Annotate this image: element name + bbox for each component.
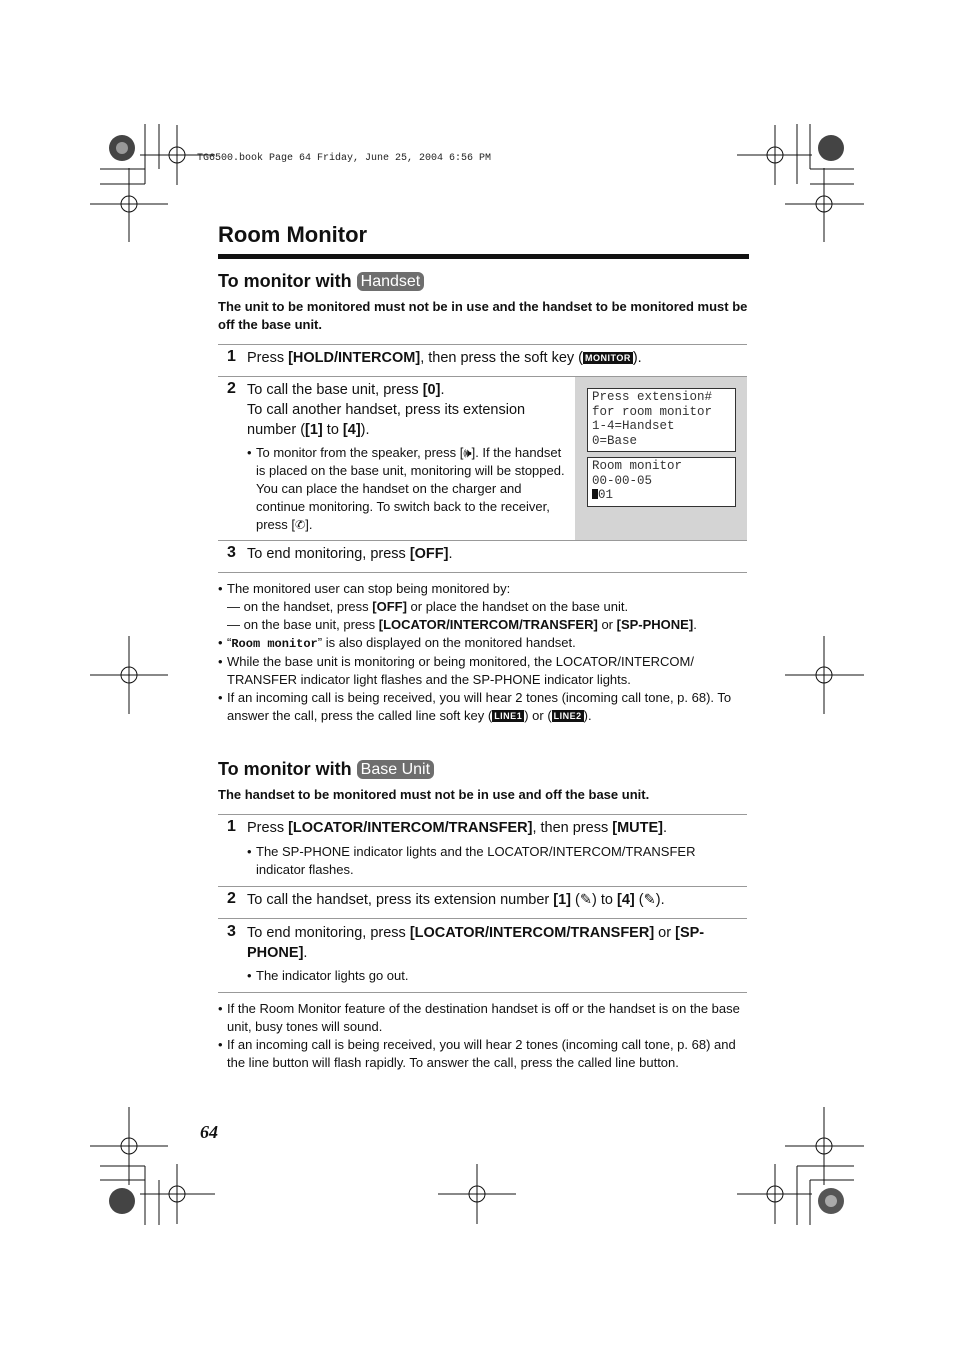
base-step-2: To call the handset, press its extension number [1] (✎) to [4] (✎).: [247, 892, 665, 908]
divider: [218, 344, 747, 345]
page-title: Room Monitor: [218, 222, 368, 247]
divider: [218, 918, 747, 919]
base-step-1: Press [LOCATOR/INTERCOM/TRANSFER], then press [MUTE].: [247, 820, 668, 836]
section-heading-base-unit: To monitor with Base Unit: [218, 759, 434, 780]
step-number: 1: [227, 818, 236, 835]
base-intro: The handset to be monitored must not be in use and off the base unit.: [218, 787, 650, 802]
divider: [218, 886, 747, 887]
handset-intro: The unit to be monitored must not be in use and the handset to be monitored must be off the base unit.: [218, 299, 748, 332]
page-number: 64: [200, 1122, 218, 1142]
handset-step-2-bullet: • To monitor from the speaker, press [🕪]. If the handset is placed on the base unit, monitoring will be stopped. You can place the handset on the charger and continue monitoring. To switch back to the receiver, press [✆].: [247, 445, 565, 532]
handset-badge: Handset: [357, 272, 425, 291]
handset-icon: ✎: [579, 892, 593, 908]
section-heading-handset: To monitor with Handset: [218, 271, 424, 292]
lcd-panel: [575, 377, 747, 540]
base-step-3-bullet: • The indicator lights go out.: [247, 968, 409, 983]
handset-step-3: To end monitoring, press [OFF].: [247, 546, 453, 562]
handset-step-1: Press [HOLD/INTERCOM], then press the soft key ( MONITOR ).: [247, 350, 642, 366]
base-unit-badge: Base Unit: [357, 760, 434, 779]
talk-icon: ✆: [295, 517, 306, 532]
divider: [218, 992, 747, 993]
base-step-3: To end monitoring, press [LOCATOR/INTERCOM/TRANSFER] or [SP-PHONE].: [247, 925, 705, 961]
line1-soft-key: LINE1: [494, 711, 523, 721]
base-notes: • If the Room Monitor feature of the destination handset is off or the handset is on the base unit, busy tones will sound. • If an incoming call is being received, you will hear 2 tones (incoming call tone, p. 68) and the line button will flash rapidly. To answer the call, press the called line button.: [218, 1000, 750, 1072]
handset-icon: ✎: [643, 892, 656, 908]
title-rule: [218, 254, 749, 259]
step-number: 3: [227, 923, 236, 940]
line2-soft-key: LINE2: [553, 711, 582, 721]
speaker-icon: 🕪: [463, 445, 472, 460]
handset-step-2: To call the base unit, press [0]. To call another handset, press its extension number ([1] to [4]).: [247, 382, 526, 438]
step-number: 1: [227, 348, 236, 365]
lcd-display-prompt: Press extension# for room monitor 1-4=Handset 0=Base: [587, 388, 736, 452]
divider: [218, 572, 747, 573]
divider: [218, 814, 747, 815]
monitor-soft-key: MONITOR: [585, 353, 631, 363]
base-step-1-bullet: • The SP-PHONE indicator lights and the LOCATOR/INTERCOM/TRANSFER indicator flashes.: [247, 844, 696, 877]
file-header-line: TG6500.book Page 64 Friday, June 25, 2004 6:56 PM: [197, 153, 492, 164]
step-number: 3: [227, 544, 236, 561]
handset-notes: • The monitored user can stop being monitored by: — on the handset, press [OFF] or place the handset on the base unit. — on the base unit, press [LOCATOR/INTERCOM/TRANSFER] or [SP-PHONE]. • “Room monitor” is also displayed on the monitored handset. • While the base unit is monitoring or being monitored, the LOCATOR/INTERCOM/ TRANSFER indicator light flashes and the SP-PHONE indicator lights. • If an incoming call is being received, you will hear 2 tones (incoming call tone, p. 68). To answer the call, press the called line soft key ( LINE1 ) or ( LINE2 ).: [218, 580, 750, 725]
step-number: 2: [227, 380, 236, 397]
lcd-display-room-monitor: Room monitor 00-00-05 01: [587, 457, 736, 507]
divider: [218, 540, 747, 541]
step-number: 2: [227, 890, 236, 907]
